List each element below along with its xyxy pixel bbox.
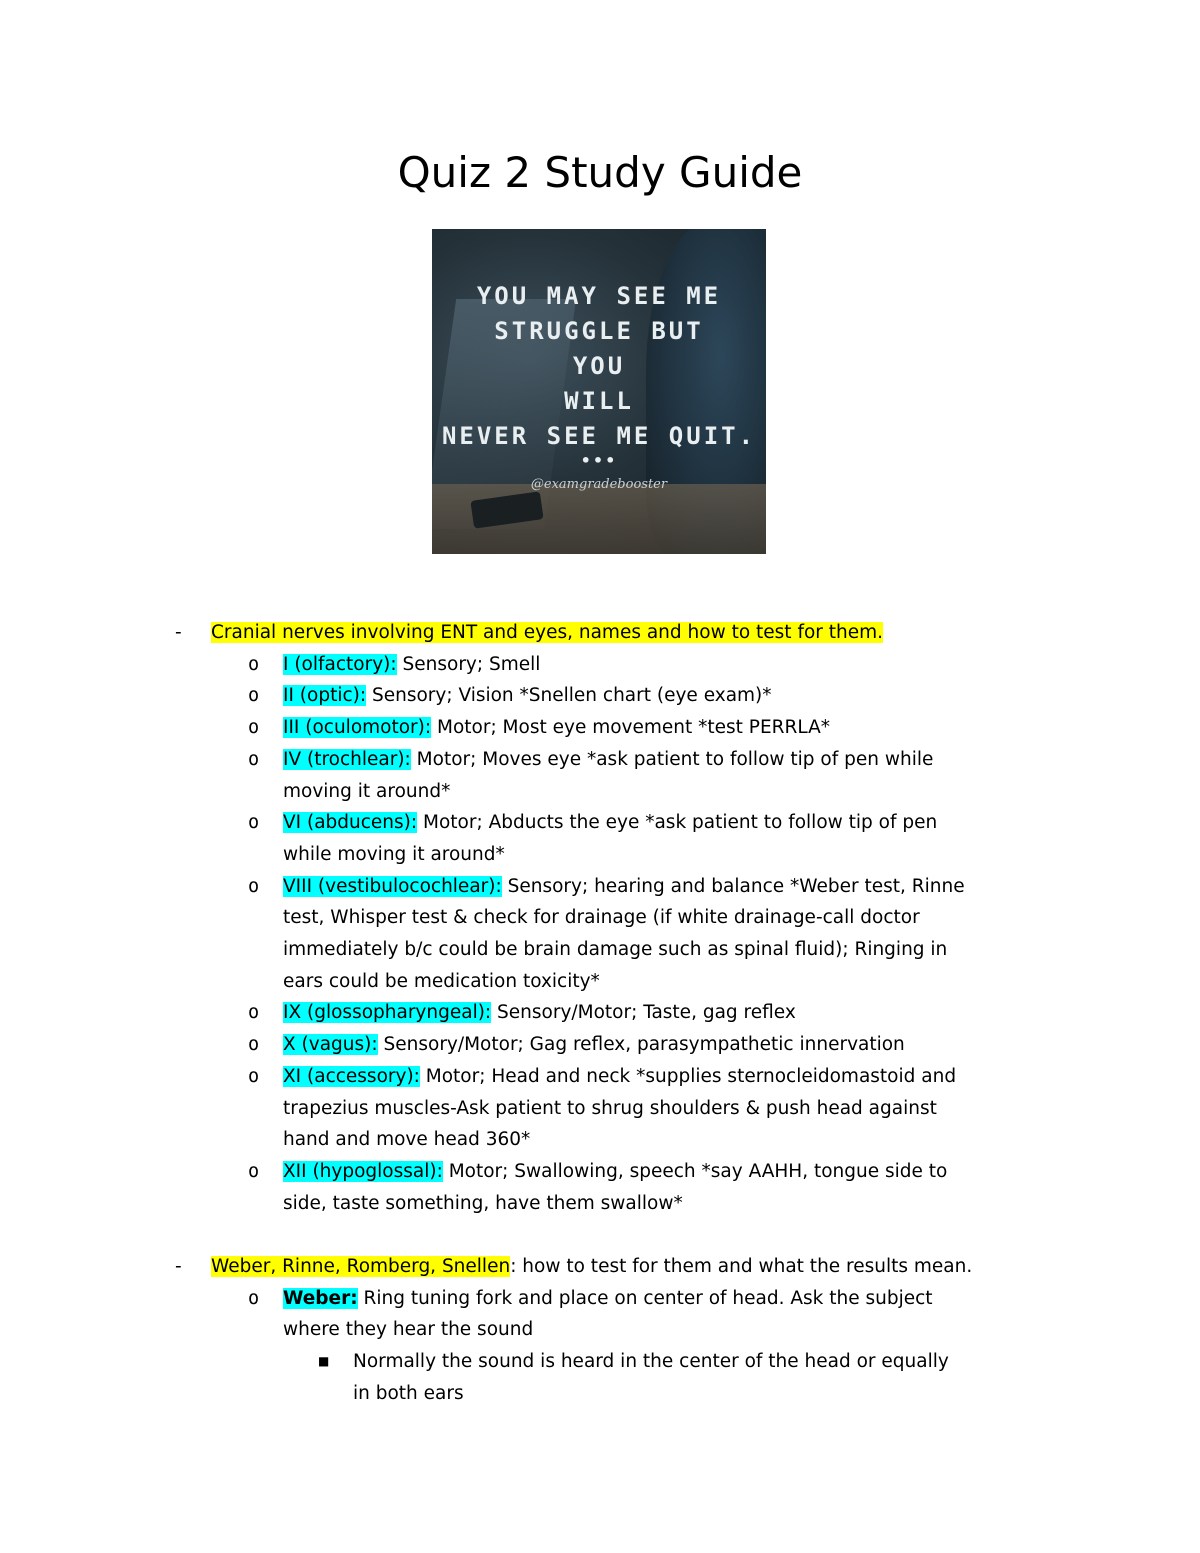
circle-bullet-icon: o: [248, 685, 260, 707]
nerve-description: Motor; Head and neck *supplies sternocleidomastoid and trapezius muscles-Ask patient to shrug shoulders & push head against hand and move head 360*: [283, 1065, 957, 1151]
list-item: [0, 712, 1100, 744]
poster-quote: [432, 279, 766, 454]
list-item: [0, 997, 1100, 1029]
poster-handle: @examgradebooster: [530, 477, 668, 492]
test-name: Weber:: [283, 1287, 358, 1309]
list-item: [0, 744, 1100, 807]
nerve-description: Motor; Moves eye *ask patient to follow tip of pen while moving it around*: [283, 748, 934, 802]
list-item: [0, 807, 1100, 870]
nerve-name: X (vagus):: [283, 1034, 378, 1056]
section-cranial-nerves: [0, 617, 1200, 1219]
nerve-description: Motor; Swallowing, speech *say AAHH, tongue side to side, taste something, have them swallow*: [283, 1160, 948, 1214]
dash-bullet: -: [175, 1256, 182, 1278]
poster-quote-line: WILL: [564, 387, 634, 415]
list-item: [0, 1283, 1100, 1346]
circle-bullet-icon: o: [248, 1160, 260, 1182]
poster-quote-line: YOU MAY SEE ME: [476, 282, 722, 310]
section-heading: Weber, Rinne, Romberg, Snellen: [211, 1256, 511, 1278]
nerve-name: XI (accessory):: [283, 1065, 420, 1087]
nerve-name: XII (hypoglossal):: [283, 1160, 443, 1182]
section-hearing-vision-tests: [0, 1251, 1200, 1410]
list-item: [0, 1061, 1100, 1156]
nerve-name: I (olfactory):: [283, 653, 397, 675]
square-bullet-icon: ■: [318, 1354, 330, 1369]
dash-bullet: -: [175, 622, 182, 643]
motivational-poster-image: [432, 229, 766, 554]
nerve-description: Motor; Most eye movement *test PERRLA*: [431, 717, 830, 739]
list-item: [0, 871, 1100, 998]
circle-bullet-icon: o: [248, 717, 260, 739]
poster-quote-line: STRUGGLE BUT: [494, 317, 704, 345]
section-heading-rest: : how to test for them and what the results mean.: [510, 1256, 973, 1278]
nerve-name: VI (abducens):: [283, 812, 418, 834]
section-heading: Cranial nerves involving ENT and eyes, names and how to test for them.: [211, 622, 884, 643]
poster-quote-line: YOU: [572, 352, 626, 380]
nerve-name: III (oculomotor):: [283, 717, 432, 739]
nerve-name: IV (trochlear):: [283, 748, 411, 770]
circle-bullet-icon: o: [248, 1065, 260, 1087]
nerve-description: Sensory; Vision *Snellen chart (eye exam)*: [366, 685, 772, 707]
test-result-note: Normally the sound is heard in the center of the head or equally in both ears: [353, 1351, 949, 1404]
list-item: [0, 649, 1100, 681]
circle-bullet-icon: o: [248, 875, 260, 897]
sub-list-item: [0, 1346, 1100, 1409]
nerve-description: Sensory/Motor; Gag reflex, parasympathetic innervation: [377, 1034, 905, 1056]
circle-bullet-icon: o: [248, 653, 260, 675]
test-description: Ring tuning fork and place on center of head. Ask the subject where they hear the sound: [283, 1287, 933, 1341]
list-item: [0, 1029, 1100, 1061]
page-title: Quiz 2 Study Guide: [397, 148, 803, 197]
nerve-description: Sensory/Motor; Taste, gag reflex: [491, 1002, 796, 1024]
poster-quote-line: NEVER SEE ME QUIT.: [441, 422, 757, 450]
poster-dots: •••: [580, 451, 618, 470]
nerve-description: Motor; Abducts the eye *ask patient to follow tip of pen while moving it around*: [283, 812, 938, 865]
circle-bullet-icon: o: [248, 1002, 260, 1024]
nerve-name: VIII (vestibulocochlear):: [283, 875, 502, 897]
nerve-name: IX (glossopharyngeal):: [283, 1002, 492, 1024]
nerve-name: II (optic):: [283, 685, 367, 707]
study-guide-content: [0, 617, 1200, 1410]
nerve-description: Sensory; Smell: [396, 653, 541, 675]
circle-bullet-icon: o: [248, 812, 260, 834]
list-item: [0, 1156, 1100, 1219]
nerve-description: Sensory; hearing and balance *Weber test, Rinne test, Whisper test & check for drainage (if white drainage-call doctor immediately b/c could be brain damage such as spinal fluid); Ringing in ears could be medication toxicity*: [283, 875, 965, 992]
circle-bullet-icon: o: [248, 748, 260, 770]
list-item: [0, 680, 1100, 712]
circle-bullet-icon: o: [248, 1287, 260, 1309]
circle-bullet-icon: o: [248, 1034, 260, 1056]
